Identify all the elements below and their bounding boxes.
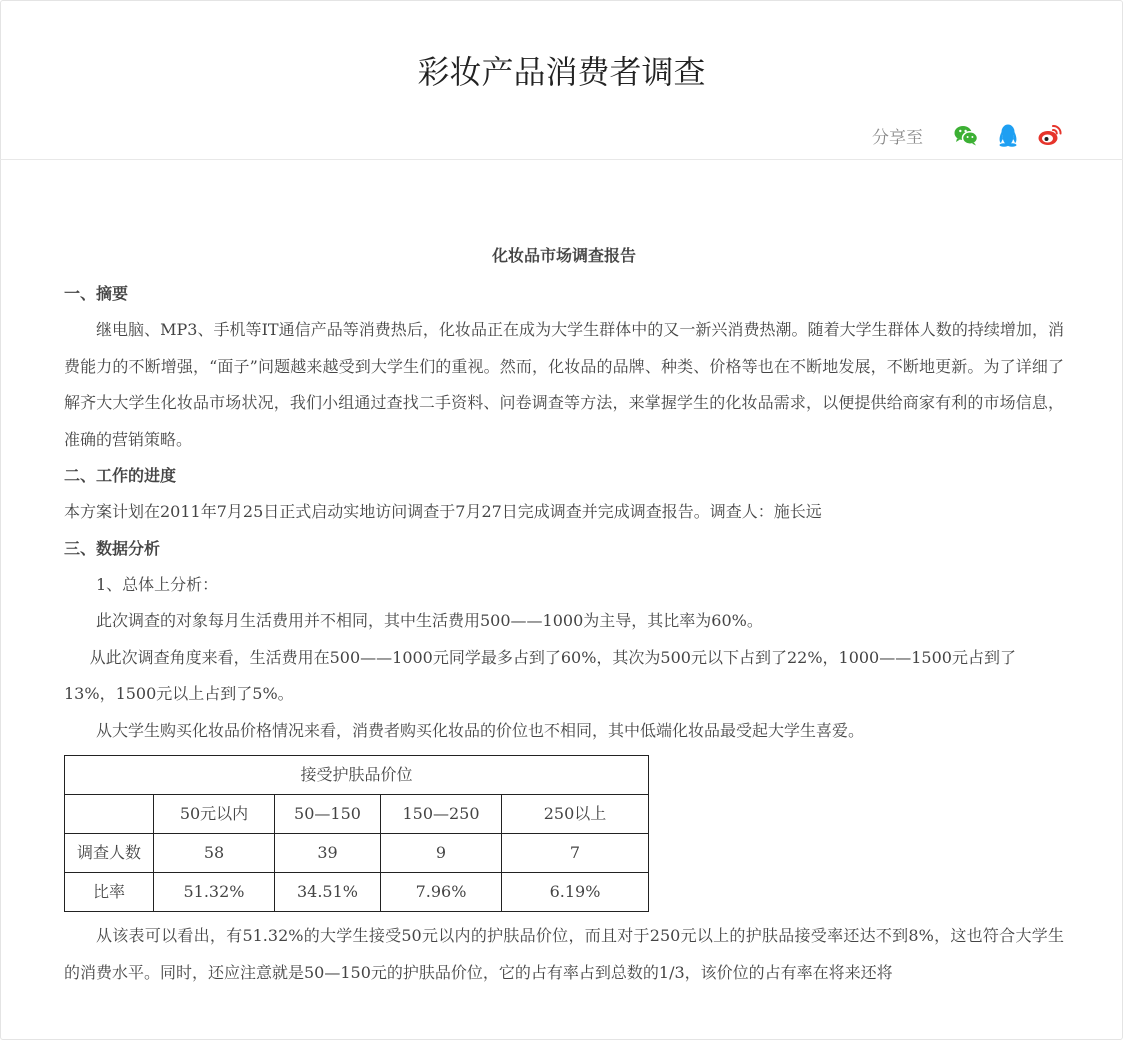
analysis-paragraph-2: 从此次调查角度来看，生活费用在500——1000元同学最多占到了60%，其次为500元以下占到了22%，1000——1500元占到了13%，1500元以上占到了5%。: [64, 647, 1016, 703]
table-cell: 6.19%: [502, 873, 649, 912]
table-row-label: 调查人数: [65, 834, 154, 873]
table-cell: 34.51%: [275, 873, 381, 912]
share-label: 分享至: [872, 127, 923, 148]
table-header-cell: 150—250: [381, 795, 502, 834]
weibo-icon[interactable]: [1037, 122, 1063, 148]
section-heading-progress: 二、工作的进度: [64, 466, 177, 485]
table-row: [65, 873, 649, 912]
analysis-paragraph-1: 此次调查的对象每月生活费用并不相同，其中生活费用500——1000为主导，其比率为60%。: [96, 611, 763, 630]
wechat-icon[interactable]: [953, 122, 979, 148]
summary-paragraph: 继电脑、MP3、手机等IT通信产品等消费热后，化妆品正在成为大学生群体中的又一新兴消费热潮。随着大学生群体人数的持续增加，消费能力的不断增强，“面子”问题越来越受到大学生们的重视。然而，化妆品的品牌、种类、价格等也在不断地发展，不断地更新。为了详细了解齐大大学生化妆品市场状况，我们小组通过查找二手资料、问卷调查等方法，来掌握学生的化妆品需求，以便提供给商家有利的市场信息，准确的营销策略。: [64, 320, 1064, 449]
table-caption-row: [65, 756, 649, 795]
table-header-cell: 50元以内: [154, 795, 275, 834]
table-row-label: 比率: [65, 873, 154, 912]
analysis-paragraph-3: 从大学生购买化妆品价格情况来看，消费者购买化妆品的价位也不相同，其中低端化妆品最受起大学生喜爱。: [96, 720, 865, 740]
qq-icon[interactable]: [995, 122, 1021, 148]
analysis-subheading: 1、总体上分析：: [96, 574, 219, 594]
table-cell: 51.32%: [154, 873, 275, 912]
table-caption: 接受护肤品价位: [65, 756, 649, 795]
section-heading-summary: 一、摘要: [64, 284, 129, 303]
table-row: [65, 834, 649, 873]
page-header: [0, 0, 1123, 160]
analysis-paragraph-4: 从该表可以看出，有51.32%的大学生接受50元以内的护肤品价位，而且对于250元以上的护肤品接受率还达不到8%，这也符合大学生的消费水平。同时，还应注意就是50—150元的护肤品价位，它的占有率占到总数的1/3，该价位的占有率在将来还将: [64, 926, 1064, 982]
table-header-cell: 250以上: [502, 795, 649, 834]
share-bar: [872, 120, 1063, 150]
table-cell: 39: [275, 834, 381, 873]
table-header-row: [65, 795, 649, 834]
table-cell: 7.96%: [381, 873, 502, 912]
section-heading-analysis: 三、数据分析: [64, 538, 161, 558]
table-header-cell: 50—150: [275, 795, 381, 834]
progress-paragraph: 本方案计划在2011年7月25日正式启动实地访问调查于7月27日完成调查并完成调查报告。调查人：施长远: [64, 502, 822, 521]
report-title: 化妆品市场调查报告: [491, 246, 636, 265]
price-acceptance-table: [64, 755, 649, 912]
table-cell: 58: [154, 834, 275, 873]
page-title: 彩妆产品消费者调查: [417, 53, 706, 91]
table-cell: 7: [502, 834, 649, 873]
article-body: [64, 232, 1064, 991]
table-corner-cell: [65, 795, 154, 834]
table-cell: 9: [381, 834, 502, 873]
